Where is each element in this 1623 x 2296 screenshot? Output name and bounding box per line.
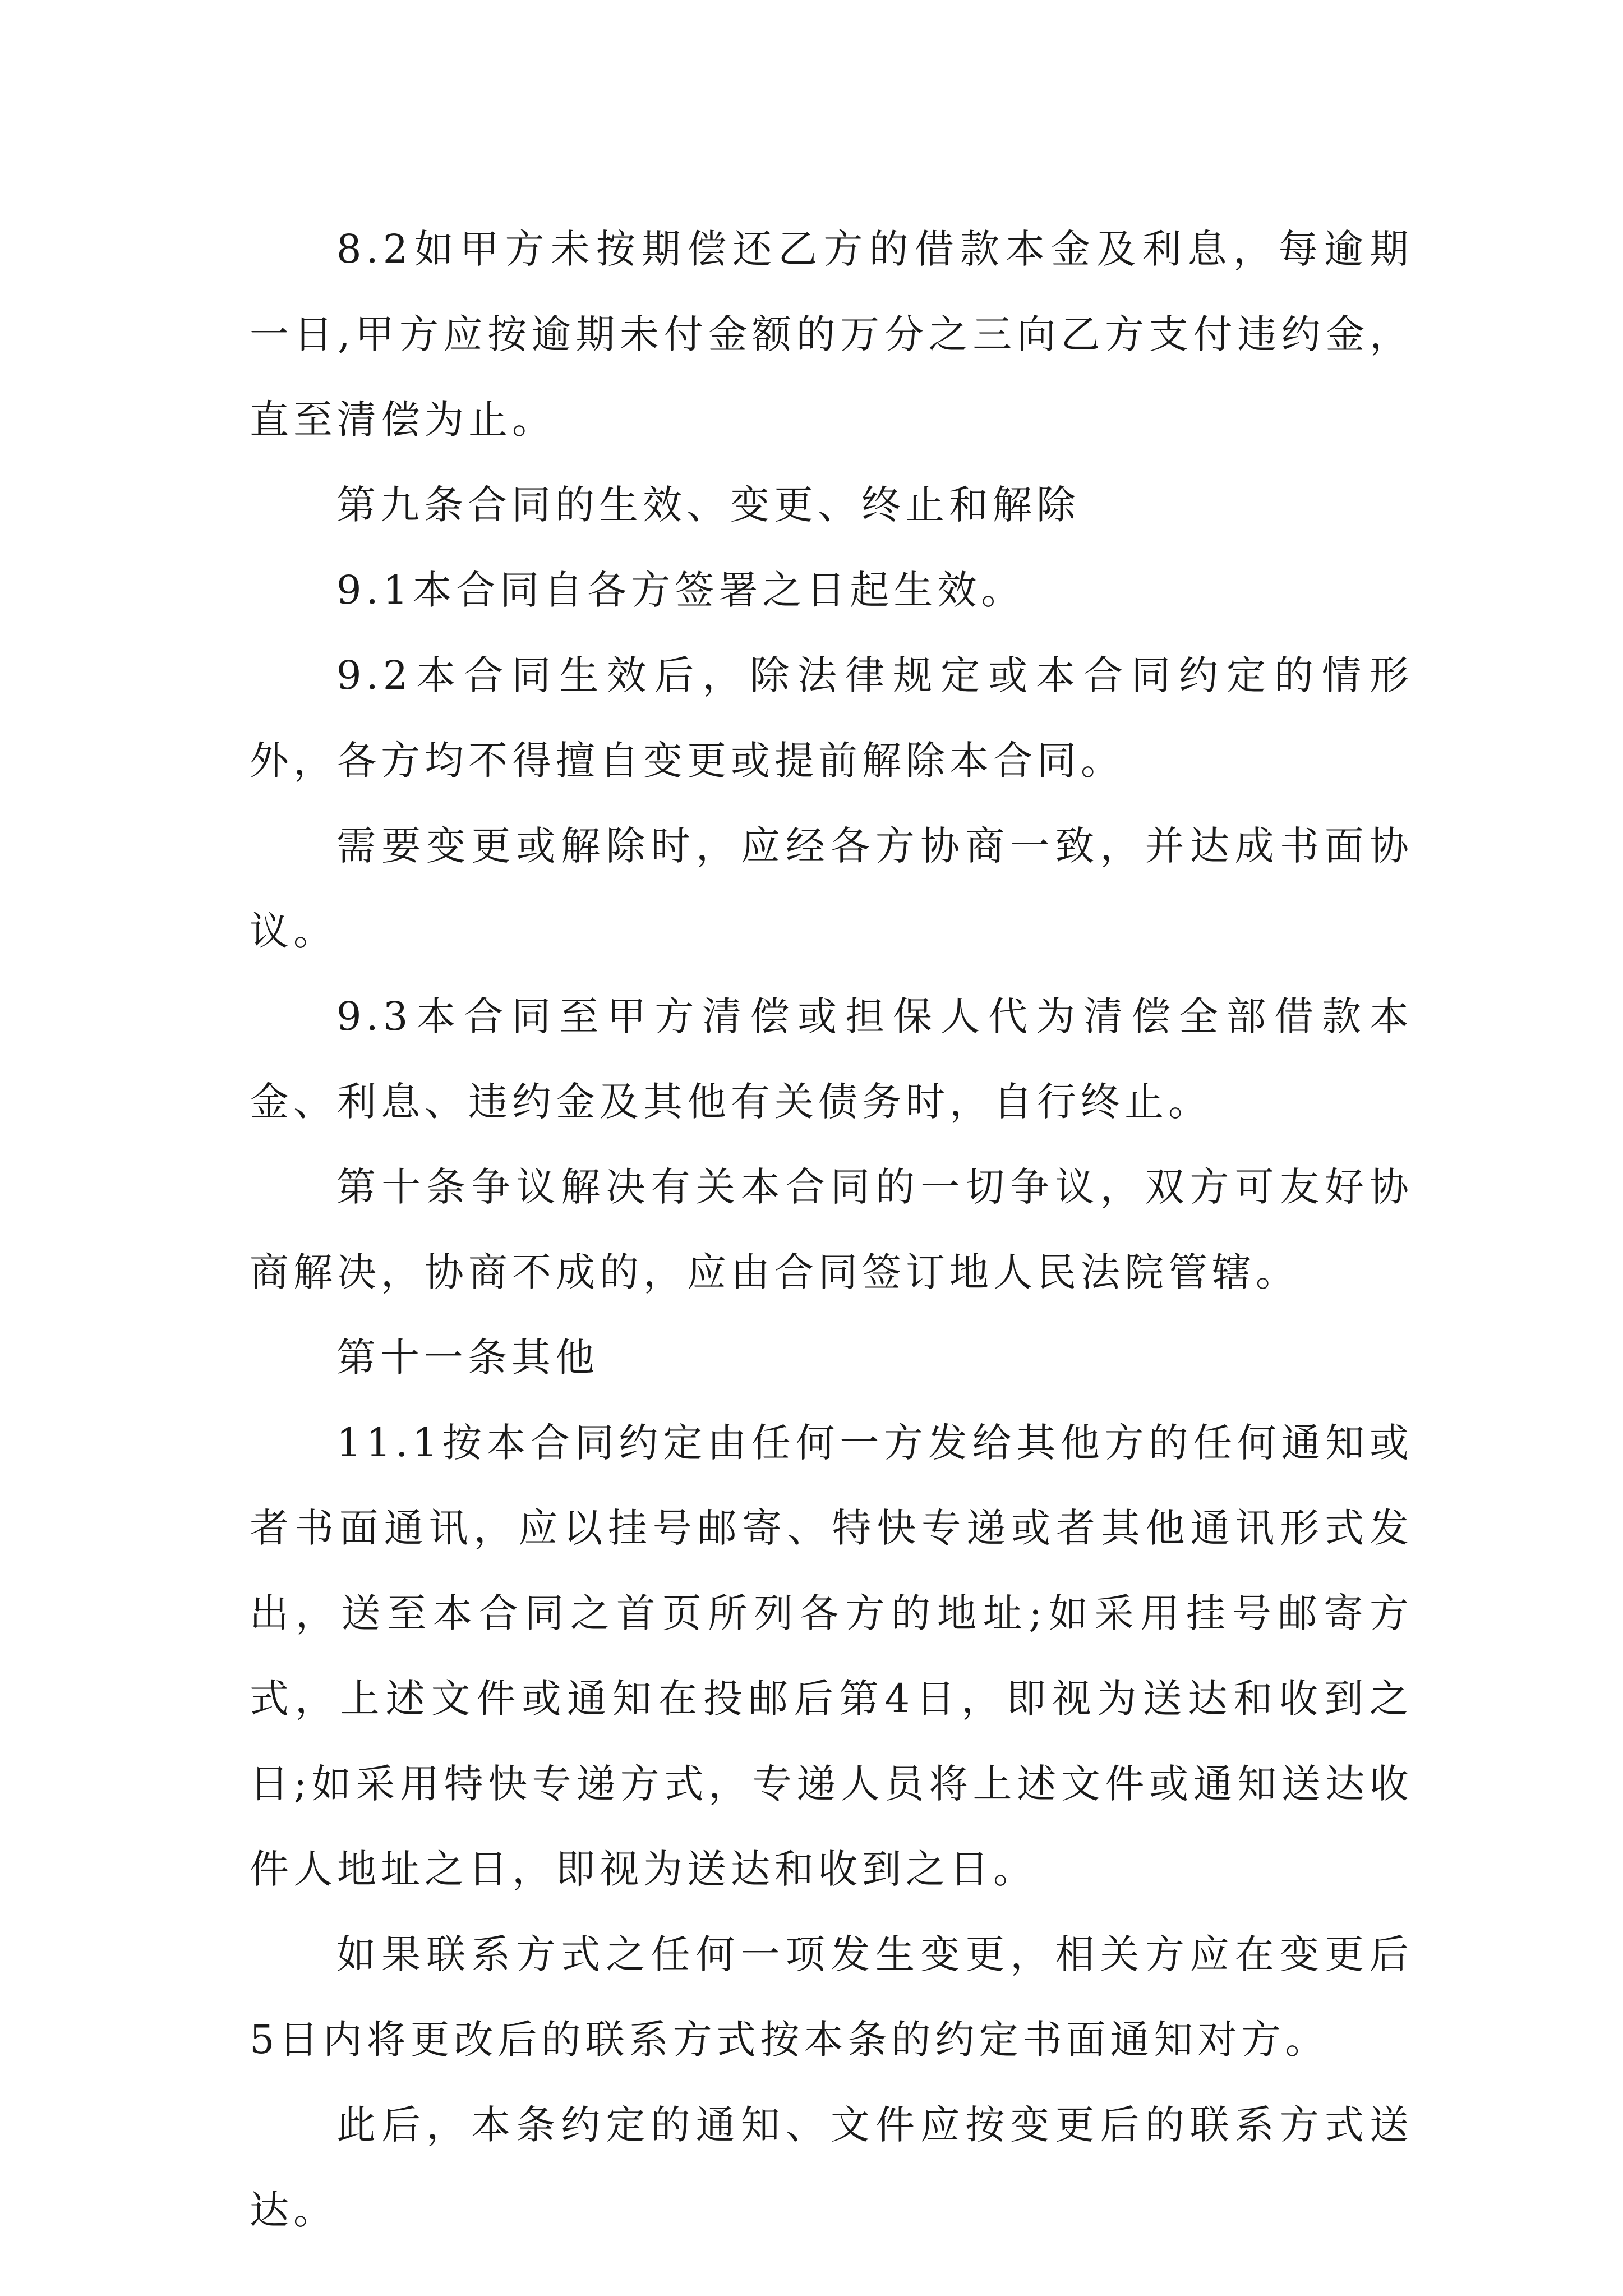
paragraph-contact-change: 如果联系方式之任何一项发生变更，相关方应在变更后5日内将更改后的联系方式按本条的约定书面通知对方。	[250, 1931, 1413, 2063]
paragraph-9-1: 9.1本合同自各方签署之日起生效。	[336, 567, 1025, 613]
paragraph-9-2-continued: 需要变更或解除时，应经各方协商一致，并达成书面协议。	[250, 823, 1413, 954]
paragraph-thereafter: 此后，本条约定的通知、文件应按变更后的联系方式送达。	[250, 2102, 1413, 2233]
paragraph-8-2: 8.2如甲方未按期偿还乙方的借款本金及利息，每逾期一日,甲方应按逾期未付金额的万分之三向乙方支付违约金，直至清偿为止。	[250, 226, 1413, 443]
article-11-heading: 第十一条其他	[336, 1335, 599, 1381]
document-body	[250, 206, 1413, 2253]
article-10-dispute-resolution: 第十条争议解决有关本合同的一切争议，双方可友好协商解决，协商不成的，应由合同签订地人民法院管辖。	[250, 1164, 1413, 1295]
paragraph-9-3: 9.3本合同至甲方清偿或担保人代为清偿全部借款本金、利息、违约金及其他有关债务时，自行终止。	[250, 993, 1413, 1125]
paragraph-11-1: 11.1按本合同约定由任何一方发给其他方的任何通知或者书面通讯，应以挂号邮寄、特快专递或者其他通讯形式发出，送至本合同之首页所列各方的地址;如采用挂号邮寄方式，上述文件或通知在投邮后第4日，即视为送达和收到之日;如采用特快专递方式，专递人员将上述文件或通知送达收件人地址之日，即视为送达和收到之日。	[250, 1420, 1413, 1892]
paragraph-9-2: 9.2本合同生效后，除法律规定或本合同约定的情形外，各方均不得擅自变更或提前解除本合同。	[250, 652, 1413, 784]
article-9-heading: 第九条合同的生效、变更、终止和解除	[336, 482, 1080, 528]
